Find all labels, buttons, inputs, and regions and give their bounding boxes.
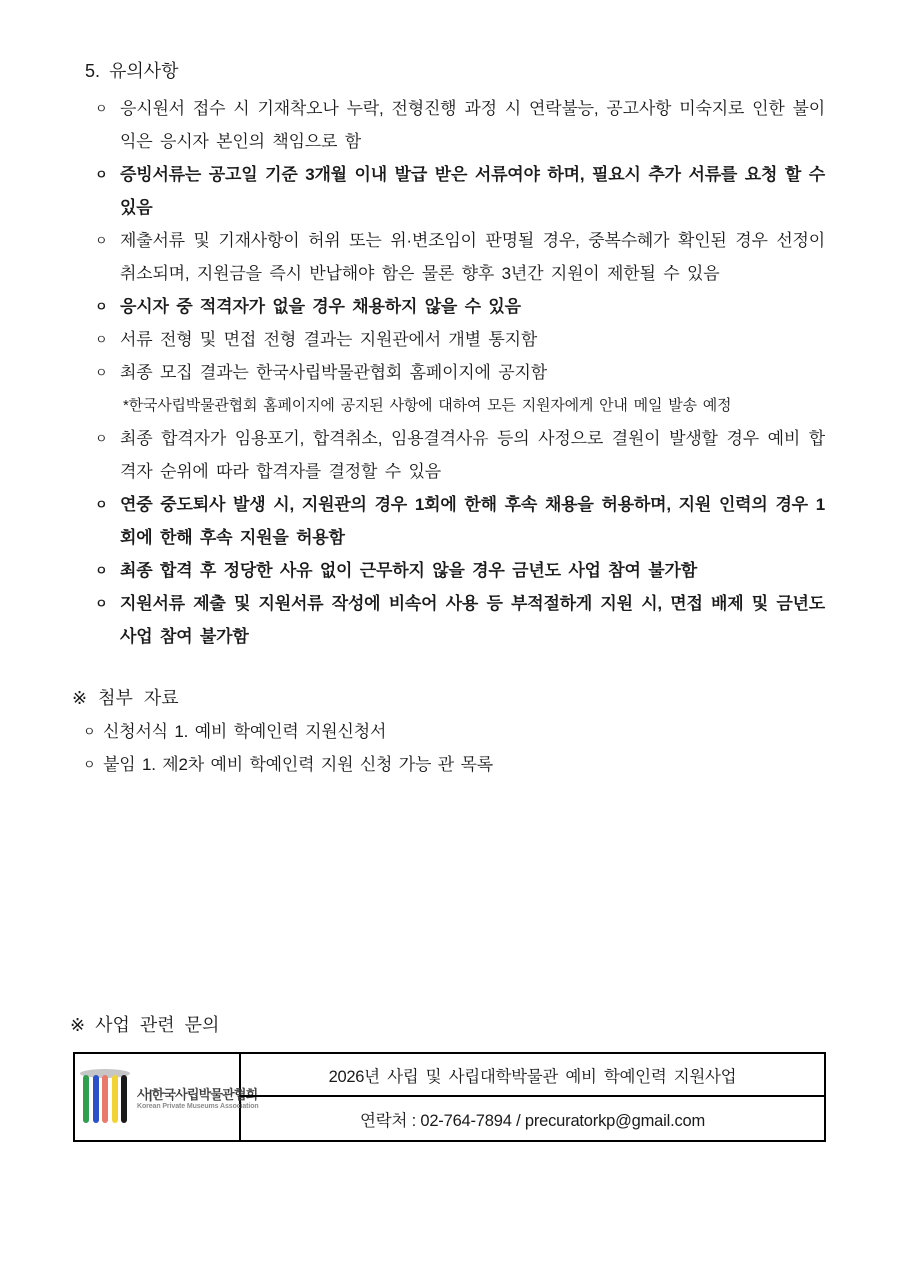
note-item <box>75 224 825 290</box>
note-text: 최종 합격자가 임용포기, 합격취소, 임용결격사유 등의 사정으로 결원이 발생할 경우 예비 합격자 순위에 따라 합격자를 결정할 수 있음 <box>120 429 825 481</box>
note-item <box>75 554 825 587</box>
note-text: 최종 모집 결과는 한국사립박물관협회 홈페이지에 공지함 <box>120 363 547 382</box>
bullet-marker: ㅇ <box>95 299 108 314</box>
note-item <box>75 92 825 158</box>
note-item <box>75 422 825 488</box>
logo-bar <box>93 1075 99 1123</box>
logo-english-name: Korean Private Museums Association <box>137 1103 259 1110</box>
note-item <box>75 488 825 554</box>
attachments-heading: ※ 첨부 자료 <box>72 688 179 708</box>
attachments-section <box>72 682 825 781</box>
bullet-marker: ㅇ <box>83 757 96 772</box>
bullet-marker: ㅇ <box>95 431 108 446</box>
attachment-text: 신청서식 1. 예비 학예인력 지원신청서 <box>103 722 387 741</box>
note-item <box>75 158 825 224</box>
museum-pillars-icon <box>79 1067 131 1127</box>
bullet-marker: ㅇ <box>95 596 108 611</box>
notes-list <box>75 92 825 653</box>
attachment-item <box>75 715 825 748</box>
note-text: 응시원서 접수 시 기재착오나 누락, 전형진행 과정 시 연락불능, 공고사항 미숙지로 인한 불이익은 응시자 본인의 책임으로 함 <box>120 99 825 151</box>
bullet-marker: ㅇ <box>95 167 108 182</box>
note-text: 지원서류 제출 및 지원서류 작성에 비속어 사용 등 부적절하게 지원 시, 면접 배제 및 금년도 사업 참여 불가함 <box>120 594 825 646</box>
note-text: 서류 전형 및 면접 전형 결과는 지원관에서 개별 통지함 <box>120 330 538 349</box>
note-text: 응시자 중 적격자가 없을 경우 채용하지 않을 수 있음 <box>120 297 521 316</box>
contact-line: 연락처 : 02-764-7894 / precuratorkp@gmail.com <box>359 1111 706 1130</box>
note-subnote: *한국사립박물관협회 홈페이지에 공지된 사항에 대하여 모든 지원자에게 안내 메일 발송 예정 <box>123 397 732 414</box>
attachment-text: 붙임 1. 제2차 예비 학예인력 지원 신청 가능 관 목록 <box>103 755 493 774</box>
note-text: 제출서류 및 기재사항이 허위 또는 위·변조임이 판명될 경우, 중복수혜가 확인된 경우 선정이 취소되며, 지원금을 즉시 반납해야 함은 물론 향후 3년간 지원이 제한될 수 있음 <box>120 231 825 283</box>
notes-heading: 5. 유의사항 <box>85 61 179 81</box>
program-title: 2026년 사립 및 사립대학박물관 예비 학예인력 지원사업 <box>241 1054 824 1097</box>
note-text: 연중 중도퇴사 발생 시, 지원관의 경우 1회에 한해 후속 채용을 허용하며, 지원 인력의 경우 1회에 한해 후속 지원을 허용함 <box>120 495 825 547</box>
bullet-marker: ㅇ <box>95 497 108 512</box>
note-text: 증빙서류는 공고일 기준 3개월 이내 발급 받은 서류여야 하며, 필요시 추가 서류를 요청 할 수 있음 <box>120 165 825 217</box>
contact-section <box>70 1009 825 1142</box>
logo-bars <box>83 1075 127 1123</box>
note-text: 최종 합격 후 정당한 사유 없이 근무하지 않을 경우 금년도 사업 참여 불가함 <box>120 561 697 580</box>
logo-bar <box>102 1075 108 1123</box>
notes-section <box>75 55 825 653</box>
logo-bar <box>121 1075 127 1123</box>
association-logo <box>75 1054 259 1140</box>
logo-bar <box>83 1075 89 1123</box>
bullet-marker: ㅇ <box>95 365 108 380</box>
bullet-marker: ㅇ <box>95 563 108 578</box>
bullet-marker: ㅇ <box>95 332 108 347</box>
contact-table <box>73 1052 826 1142</box>
note-item <box>75 356 825 389</box>
bullet-marker: ㅇ <box>83 724 96 739</box>
logo-bar <box>112 1075 118 1123</box>
bullet-marker: ㅇ <box>95 233 108 248</box>
logo-korean-name: 사|한국사립박물관협회 <box>137 1087 258 1102</box>
note-item <box>75 587 825 653</box>
attachment-item <box>75 748 825 781</box>
logo-text <box>137 1084 259 1110</box>
bullet-marker: ㅇ <box>95 101 108 116</box>
note-item <box>75 290 825 323</box>
contact-heading: ※ 사업 관련 문의 <box>70 1015 220 1035</box>
note-item <box>75 323 825 356</box>
